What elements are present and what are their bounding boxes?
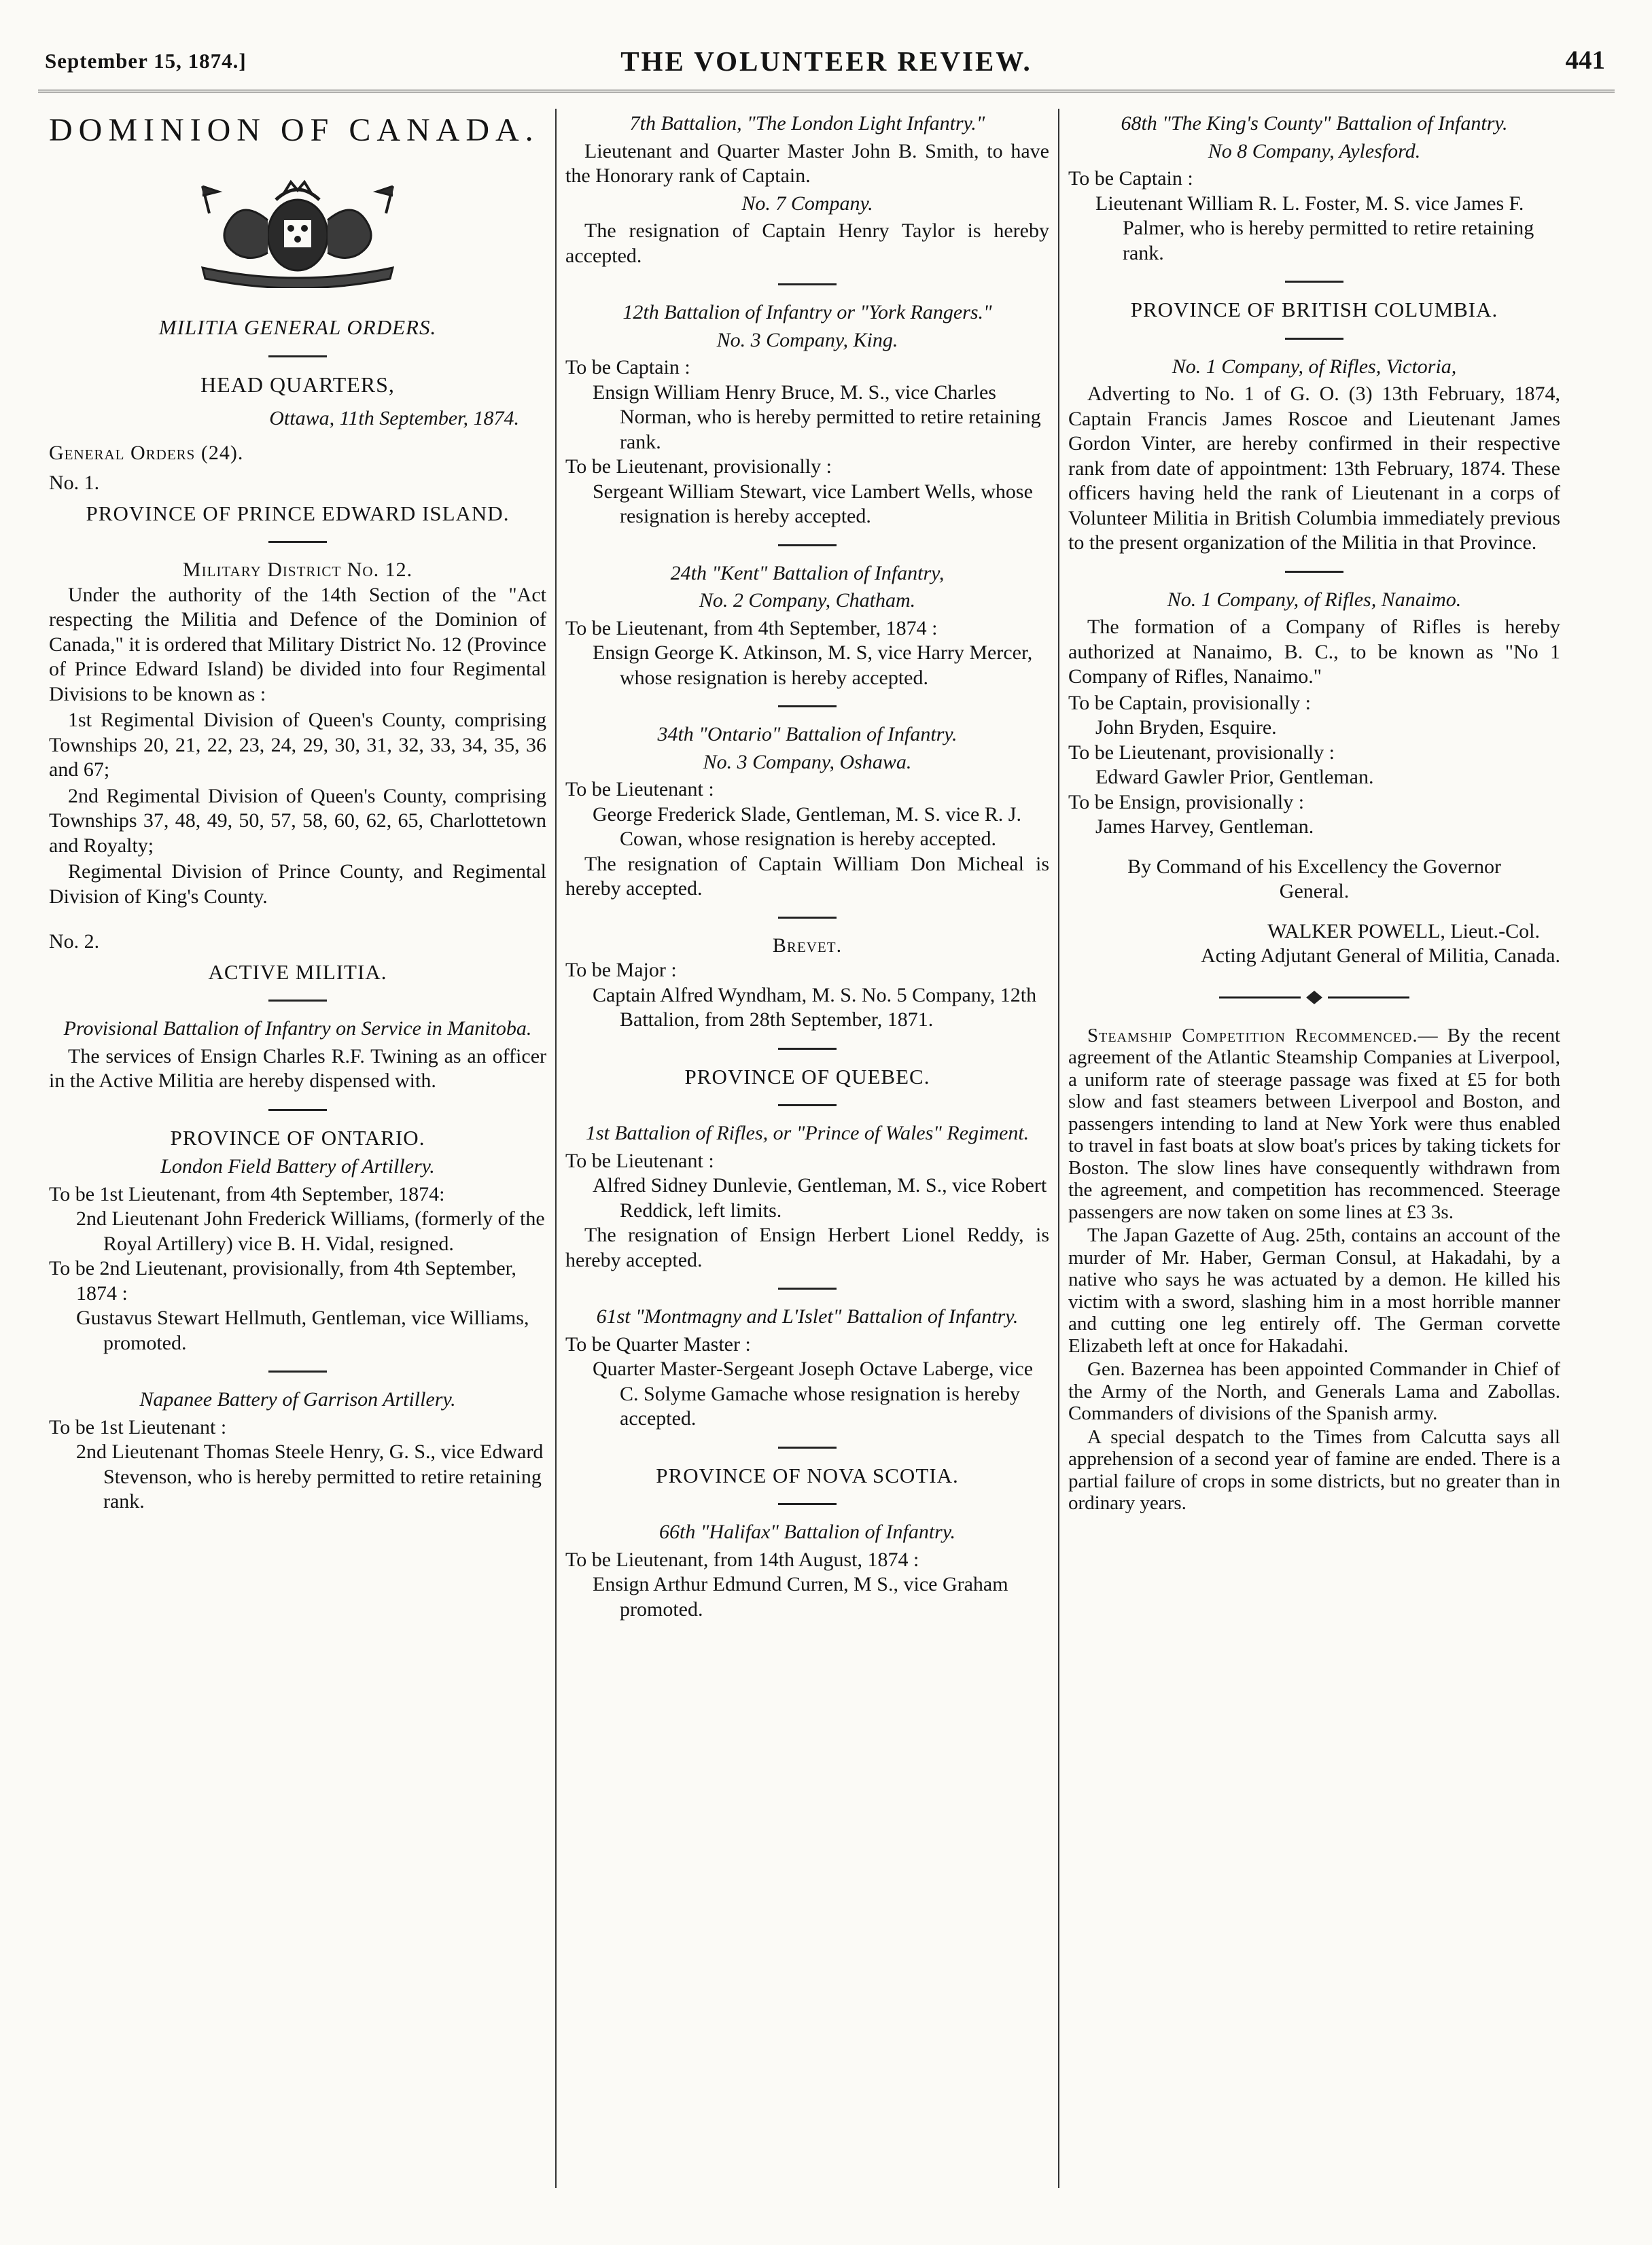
battalion-34-resignation: The resignation of Captain William Don Micheal is hereby accepted.: [565, 852, 1049, 900]
page-header: [38, 35, 1615, 92]
order-line: Ensign William Henry Bruce, M. S., vice Charles Norman, who is hereby permitted to retire retaining rank.: [593, 381, 1041, 453]
battalion-24-company: No. 2 Company, Chatham.: [699, 589, 916, 612]
active-militia-heading: ACTIVE MILITIA.: [208, 959, 387, 984]
order-line: To be 1st Lieutenant :: [49, 1415, 227, 1438]
province-heading-british-columbia: PROVINCE OF BRITISH COLUMBIA.: [1130, 298, 1498, 321]
masthead-dominion: DOMINION OF CANADA.: [49, 112, 540, 148]
napanee-battery-title: Napanee Battery of Garrison Artillery.: [139, 1388, 456, 1411]
battalion-34-company: No. 3 Company, Oshawa.: [703, 750, 912, 773]
order-line: John Bryden, Esquire.: [1095, 716, 1277, 739]
order-line: Alfred Sidney Dunlevie, Gentleman, M. S., vice Robert Reddick, left limits.: [593, 1174, 1047, 1222]
order-number-2: No. 2.: [49, 930, 100, 953]
order-line: To be Lieutenant :: [565, 1149, 714, 1172]
order-line: Edward Gawler Prior, Gentleman.: [1095, 766, 1374, 788]
battalion-12-title: 12th Battalion of Infantry or "York Rangers.": [622, 301, 992, 323]
order-line: 2nd Lieutenant Thomas Steele Henry, G. S., vice Edward Stevenson, who is hereby permitted to retire retaining rank.: [76, 1440, 544, 1513]
nanaimo-company-title: No. 1 Company, of Rifles, Nanaimo.: [1167, 588, 1462, 611]
london-field-battery-title: London Field Battery of Artillery.: [160, 1155, 435, 1178]
order-line: To be 1st Lieutenant, from 4th September, 1874:: [49, 1182, 445, 1205]
regimental-division-1: 1st Regimental Division of Queen's County, comprising Townships 20, 21, 22, 23, 24, 29, 30, 31, 32, 33, 34, 35, 36 and 67;: [49, 709, 546, 781]
provisional-battalion-title: Provisional Battalion of Infantry on Service in Manitoba.: [63, 1017, 532, 1040]
orders-title: MILITIA GENERAL ORDERS.: [158, 315, 437, 339]
order-number-1: No. 1.: [49, 472, 100, 494]
province-heading-pei: PROVINCE OF PRINCE EDWARD ISLAND.: [86, 501, 510, 525]
column-left: [49, 109, 546, 1515]
issue-date: September 15, 1874.]: [45, 49, 247, 73]
quebec-resignation: The resignation of Ensign Herbert Lionel Reddy, is hereby accepted.: [565, 1224, 1049, 1271]
order-line: Captain Alfred Wyndham, M. S. No. 5 Company, 12th Battalion, from 28th September, 1871.: [593, 983, 1037, 1031]
battalion-7-text: Lieutenant and Quarter Master John B. Smith, to have the Honorary rank of Captain.: [565, 139, 1049, 187]
order-line: To be Captain :: [1068, 167, 1193, 190]
order-line: To be Lieutenant, provisionally :: [565, 455, 832, 478]
battalion-12-company: No. 3 Company, King.: [716, 328, 898, 351]
order-line: To be 2nd Lieutenant, provisionally, from 4th September, 1874 :: [49, 1257, 516, 1305]
district-paragraph: Under the authority of the 14th Section of the "Act respecting the Militia and Defence of the Dominion of Canada," it is ordered that Military District No. 12 (Province of Prince Edward Island) be divided into four Regimental Divisions to be known as :: [49, 583, 546, 705]
regimental-division-2: 2nd Regimental Division of Queen's County, comprising Townships 37, 48, 49, 50, 57, 58, 60, 62, 65, Charlottetown and Royalty;: [49, 784, 546, 857]
order-line: To be Major :: [565, 959, 677, 981]
battalion-61-title: 61st "Montmagny and L'Islet" Battalion of Infantry.: [596, 1305, 1019, 1328]
order-line: Gustavus Stewart Hellmuth, Gentleman, vice Williams, promoted.: [76, 1307, 529, 1354]
order-line: Lieutenant William R. L. Foster, M. S. vice James F. Palmer, who is hereby permitted to retire retaining rank.: [1095, 192, 1534, 264]
column-right: [1068, 109, 1560, 1516]
order-line: Quarter Master-Sergeant Joseph Octave Laberge, vice C. Solyme Gamache whose resignation is hereby accepted.: [593, 1358, 1034, 1430]
battalion-68-title: 68th "The King's County" Battalion of Infantry.: [1121, 112, 1508, 135]
ornamental-rule-icon: [1212, 989, 1416, 1006]
victoria-company-text: Adverting to No. 1 of G. O. (3) 13th February, 1874, Captain Francis James Roscoe and Lieutenant James Gordon Vinter, are hereby confirmed in their respective rank from date of appointment: 13th February, 1874. These officers having held the rank of Lieutenant in a corps of Volunteer Militia in British Columbia immediately previous to the present organization of the Militia in that Province.: [1068, 383, 1560, 554]
battalion-34-title: 34th "Ontario" Battalion of Infantry.: [657, 723, 957, 745]
province-heading-quebec: PROVINCE OF QUEBEC.: [684, 1064, 930, 1089]
nanaimo-company-text: The formation of a Company of Rifles is hereby authorized at Nanaimo, B. C., to be known as "No 1 Company of Rifles, Nanaimo.": [1068, 616, 1560, 688]
order-line: To be Lieutenant :: [565, 778, 714, 800]
district-heading: Military District No. 12.: [182, 559, 413, 581]
dateline: Ottawa, 11th September, 1874.: [269, 407, 519, 429]
battalion-7-title: 7th Battalion, "The London Light Infantry.": [629, 112, 985, 135]
battalion-66-title: 66th "Halifax" Battalion of Infantry.: [658, 1521, 955, 1543]
order-line: To be Captain :: [565, 356, 690, 378]
order-line: Ensign Arthur Edmund Curren, M S., vice Graham promoted.: [593, 1573, 1008, 1621]
page-number: 441: [1565, 46, 1605, 75]
brevet-heading: Brevet.: [772, 934, 843, 957]
quebec-battalion-1-title: 1st Battalion of Rifles, or "Prince of Wales" Regiment.: [585, 1122, 1030, 1144]
province-heading-ontario: PROVINCE OF ONTARIO.: [170, 1125, 425, 1150]
news-item: The Japan Gazette of Aug. 25th, contains an account of the murder of Mr. Haber, German Consul, at Hakadahi, by a native who says he was actuated by a demon. He killed his victim with a sword, slashing him in a most horrible manner and cutting one leg entirely off. The German corvette Elizabeth left at once for Hakadahi.: [1068, 1224, 1560, 1357]
battalion-68-company: No 8 Company, Aylesford.: [1208, 139, 1421, 162]
general-orders-label: General Orders (24).: [49, 441, 244, 464]
order-line: Ensign George K. Atkinson, M. S, vice Harry Mercer, whose resignation is hereby accepted.: [593, 641, 1033, 689]
order-line: To be Lieutenant, from 14th August, 1874 :: [565, 1548, 919, 1571]
news-item: A special despatch to the Times from Calcutta says all apprehension of a second year of famine are ended. There is a partial failure of crops in some districts, but no greater than in ordinary years.: [1068, 1426, 1560, 1514]
order-line: James Harvey, Gentleman.: [1095, 815, 1314, 838]
battalion-7-resignation: The resignation of Captain Henry Taylor is hereby accepted.: [565, 219, 1049, 267]
order-line: 2nd Lieutenant John Frederick Williams, (formerly of the Royal Artillery) vice B. H. Vidal, resigned.: [76, 1207, 545, 1255]
column-middle: [565, 109, 1049, 1622]
command-line: By Command of his Excellency the Governor General.: [1127, 855, 1501, 902]
battalion-7-company: No. 7 Company.: [741, 192, 873, 215]
order-line: George Frederick Slade, Gentleman, M. S. vice R. J. Cowan, whose resignation is hereby accepted.: [593, 802, 1021, 850]
order-line: To be Quarter Master :: [565, 1332, 751, 1356]
signatory-name: WALKER POWELL, Lieut.-Col.: [1267, 919, 1540, 942]
column-divider: [1058, 109, 1059, 2188]
royal-coat-of-arms-icon: [189, 173, 406, 288]
news-section: [1068, 1025, 1560, 1515]
twining-notice: The services of Ensign Charles R.F. Twining as an officer in the Active Militia are hereby dispensed with.: [49, 1044, 546, 1092]
signatory-title: Acting Adjutant General of Militia, Canada.: [1200, 944, 1560, 967]
regimental-division-3: Regimental Division of Prince County, and Regimental Division of King's County.: [49, 860, 546, 908]
order-line: To be Ensign, provisionally :: [1068, 790, 1305, 813]
hq-heading: HEAD QUARTERS,: [200, 372, 395, 397]
province-heading-nova-scotia: PROVINCE OF NOVA SCOTIA.: [656, 1463, 959, 1487]
publication-title: THE VOLUNTEER REVIEW.: [620, 46, 1032, 77]
column-divider: [555, 109, 557, 2188]
order-line: To be Captain, provisionally :: [1068, 691, 1312, 714]
news-item: Gen. Bazernea has been appointed Commander in Chief of the Army of the North, and Generals Lama and Zabollas. Commanders of divisions of the Spanish army.: [1068, 1358, 1560, 1424]
battalion-24-title: 24th "Kent" Battalion of Infantry,: [670, 561, 945, 584]
news-headline: Steamship Competition Recommenced.—: [1087, 1024, 1439, 1046]
news-text: By the recent agreement of the Atlantic Steamship Companies at Liverpool, a uniform rate of steerage passage was fixed at £5 for both slow and fast steamers between Liverpool and Boston, and passengers intending to land at New York were thus enabled to travel in fast boats at slow boat's prices by taking tickets for Boston. The slow lines have consequently withdrawn from the agreement, and competition has recommenced. Steerage passengers are now taken on some lines at £3 3s.: [1068, 1024, 1560, 1223]
order-line: To be Lieutenant, from 4th September, 1874 :: [565, 616, 938, 639]
victoria-company-title: No. 1 Company, of Rifles, Victoria,: [1172, 355, 1457, 378]
order-line: Sergeant William Stewart, vice Lambert Wells, whose resignation is hereby accepted.: [593, 480, 1033, 527]
order-line: To be Lieutenant, provisionally :: [1068, 741, 1335, 764]
news-item: [1068, 1025, 1560, 1224]
